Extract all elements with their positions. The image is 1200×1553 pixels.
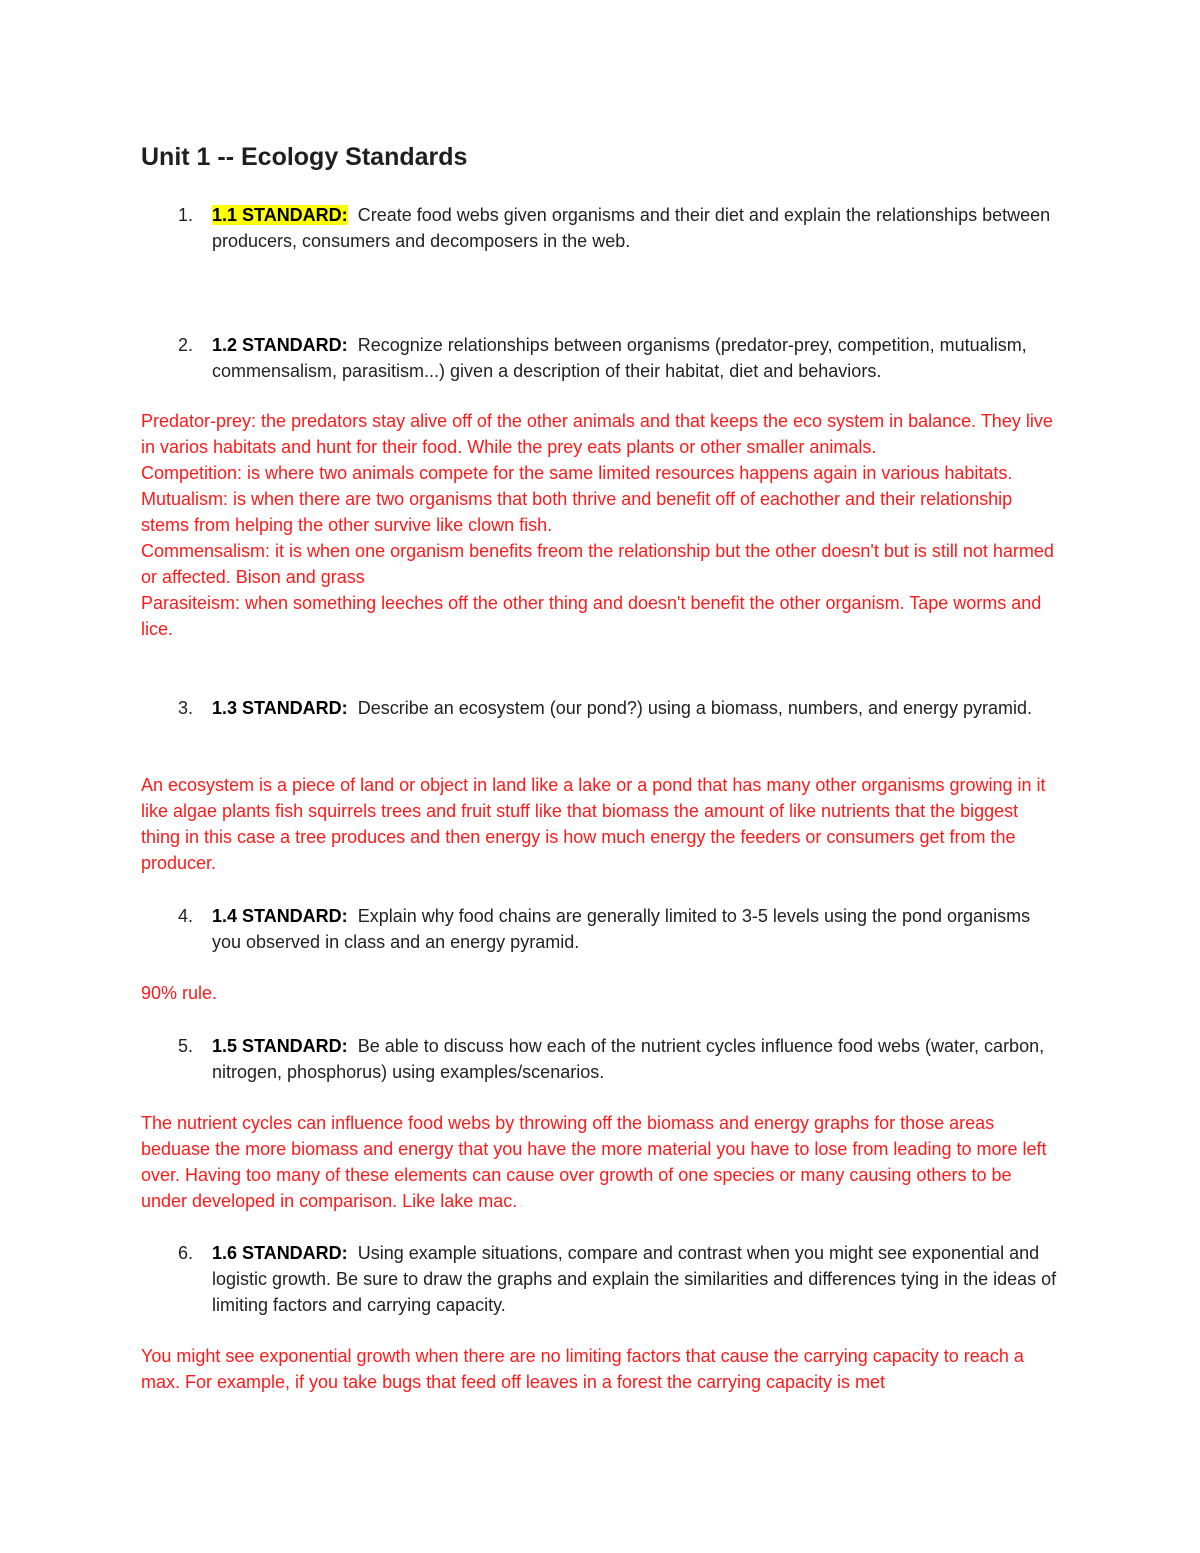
- list-number: 4.: [177, 906, 193, 926]
- standard-body: [212, 202, 1061, 254]
- standard-label: 1.4 STANDARD:: [212, 906, 348, 926]
- answer-predator-prey: Predator-prey: the predators stay alive off of the other animals and that keeps the eco system in balance. They live in varios habitats and hunt for their food. While the prey eats plants or other smaller animals.: [141, 411, 1053, 457]
- answer-competition: Competition: is where two animals compete for the same limited resources happens again in various habitats.: [141, 463, 1013, 483]
- list-number: 2.: [177, 335, 193, 355]
- page-title: Unit 1 -- Ecology Standards: [141, 143, 468, 171]
- standard-label: 1.2 STANDARD:: [212, 335, 348, 355]
- standard-body: [212, 332, 1061, 384]
- list-number: 1.: [177, 205, 193, 225]
- standard-label: 1.1 STANDARD:: [212, 205, 348, 225]
- standard-text: Recognize relationships between organisms (predator-prey, competition, mutualism, commensalism, parasitism...) given a description of their habitat, diet and behaviors.: [212, 335, 1027, 381]
- list-number: 5.: [177, 1036, 193, 1056]
- standard-body: [212, 1033, 1061, 1085]
- answer-commensalism: Commensalism: it is when one organism benefits freom the relationship but the other doesn't but is still not harmed or affected. Bison and grass: [141, 541, 1054, 587]
- answer-mutualism: Mutualism: is when there are two organisms that both thrive and benefit off of eachother and their relationship stems from helping the other survive like clown fish.: [141, 489, 1013, 535]
- standard-item-6: [141, 1240, 1061, 1318]
- standard-item-4: [141, 903, 1061, 955]
- standard-body: [212, 903, 1061, 955]
- standard-text: Explain why food chains are generally limited to 3-5 levels using the pond organisms you observed in class and an energy pyramid.: [212, 906, 1031, 952]
- standard-label: 1.5 STANDARD:: [212, 1036, 348, 1056]
- list-number: 3.: [177, 698, 193, 718]
- answer-parasitism: Parasiteism: when something leeches off the other thing and doesn't benefit the other organism. Tape worms and lice.: [141, 593, 1042, 639]
- standard-text: Describe an ecosystem (our pond?) using a biomass, numbers, and energy pyramid.: [357, 698, 1033, 718]
- standard-item-5: [141, 1033, 1061, 1085]
- answer-block-6: You might see exponential growth when there are no limiting factors that cause the carrying capacity to reach a max. For example, if you take bugs that feed off leaves in a forest the carrying capacity is met: [141, 1346, 1024, 1392]
- standard-item-1: [141, 202, 1061, 254]
- standard-body: [212, 1240, 1061, 1318]
- standard-label: 1.3 STANDARD:: [212, 698, 348, 718]
- standard-label: 1.6 STANDARD:: [212, 1243, 348, 1263]
- list-number: 6.: [177, 1243, 193, 1263]
- standard-item-3: [141, 695, 1061, 721]
- answer-block-4: 90% rule.: [141, 983, 218, 1003]
- standard-text: Be able to discuss how each of the nutrient cycles influence food webs (water, carbon, nitrogen, phosphorus) using examples/scenarios.: [212, 1036, 1045, 1082]
- answer-block-2: [141, 408, 1061, 642]
- standard-text: Create food webs given organisms and their diet and explain the relationships between producers, consumers and decomposers in the web.: [212, 205, 1051, 251]
- answer-block-5: The nutrient cycles can influence food webs by throwing off the biomass and energy graphs for those areas beduase the more biomass and energy that you have the more material you have to lose from leading to more left over. Having too many of these elements can cause over growth of one species or many causing others to be under developed in comparison. Like lake mac.: [141, 1113, 1047, 1211]
- standard-text: Using example situations, compare and contrast when you might see exponential and logistic growth. Be sure to draw the graphs and explain the similarities and differences tying in the ideas of limiting factors and carrying capacity.: [212, 1243, 1057, 1315]
- answer-block-3: An ecosystem is a piece of land or object in land like a lake or a pond that has many other organisms growing in it like algae plants fish squirrels trees and fruit stuff like that biomass the amount of like nutrients that the biggest thing in this case a tree produces and then energy is how much energy the feeders or consumers get from the producer.: [141, 775, 1046, 873]
- standard-body: [212, 695, 1061, 721]
- standard-item-2: [141, 332, 1061, 384]
